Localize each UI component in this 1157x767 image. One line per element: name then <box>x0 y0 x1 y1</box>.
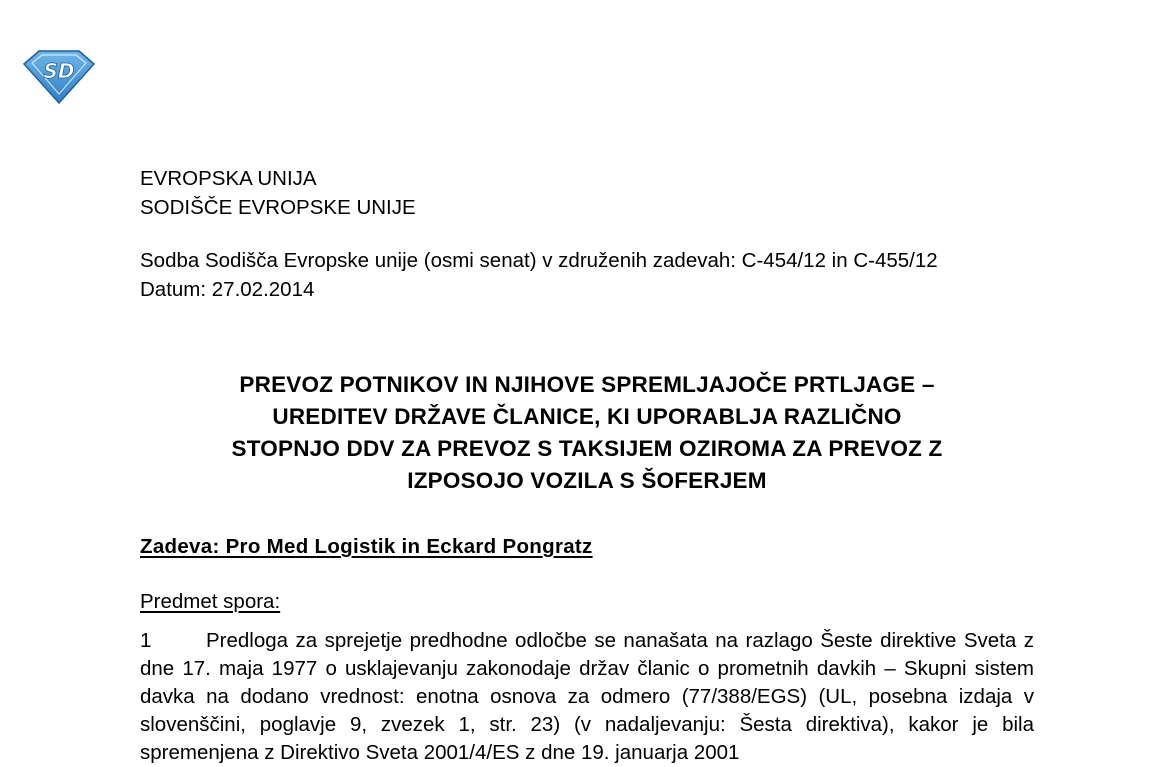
court-logo <box>22 48 96 106</box>
paragraph-number: 1 <box>140 629 152 652</box>
judgment-reference <box>140 247 1034 304</box>
svg-text:SD: SD <box>43 59 75 83</box>
judgment-date: Datum: 27.02.2014 <box>140 277 315 301</box>
header-line-union: EVROPSKA UNIJA <box>140 167 317 190</box>
document-title <box>140 369 1034 497</box>
paragraph-1 <box>140 627 1034 767</box>
title-line-1: PREVOZ POTNIKOV IN NJIHOVE SPREMLJAJOČE PRTLJAGE – <box>239 372 935 397</box>
title-line-4: IZPOSOJO VOZILA S ŠOFERJEM <box>407 468 767 493</box>
subject-heading: Predmet spora: <box>140 590 281 613</box>
judgment-title: Sodba Sodišča Evropske unije (osmi senat) v združenih zadevah: C-454/12 in C-455/12 <box>140 249 938 272</box>
shield-logo-icon <box>22 48 96 106</box>
paragraph-text: Predloga za sprejetje predhodne odločbe se nanašata na razlago Šeste direktive Sveta z dne 17. maja 1977 o usklajevanju zakonodaje držav članic o prometnih davkih – Skupni sistem davka na dodano vrednost: enotna osnova za odmero (77/388/EGS) (UL, posebna izdaja v slovenščini, poglavje 9, zvezek 1, str. 23) (v nadaljevanju: Šesta direktiva), kakor je bila spremenjena z Direktivo Sveta 2001/4/ES z dne 19. januarja 2001 <box>140 629 1034 764</box>
organization-header <box>140 165 1034 222</box>
header-line-court: SODIŠČE EVROPSKE UNIJE <box>140 195 416 219</box>
case-heading: Zadeva: Pro Med Logistik in Eckard Pongratz <box>140 535 593 558</box>
title-line-2: UREDITEV DRŽAVE ČLANICE, KI UPORABLJA RAZLIČNO <box>272 404 902 429</box>
title-line-3: STOPNJO DDV ZA PREVOZ S TAKSIJEM OZIROMA ZA PREVOZ Z <box>231 436 943 461</box>
